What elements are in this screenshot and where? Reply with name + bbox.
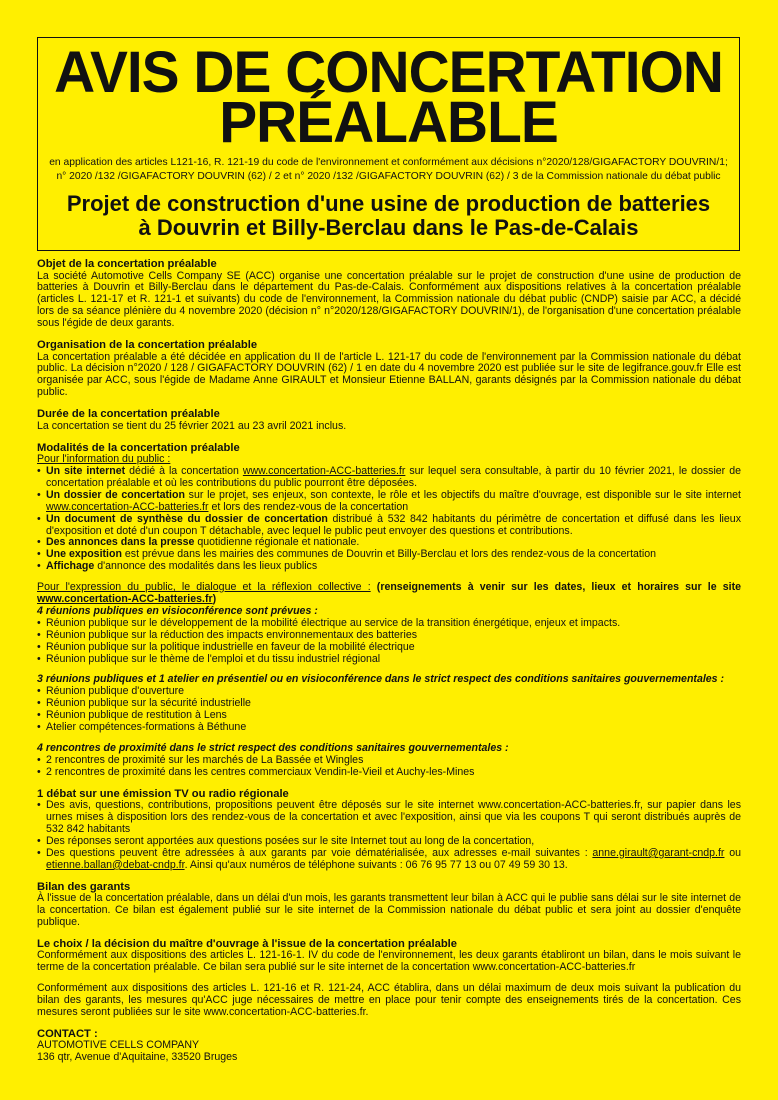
item-text: est prévue dans les mairies des communes de Douvrin et Billy-Berclau et lors des rendez-vous de la concertation <box>121 548 657 561</box>
title-line-2: PRÉALABLE <box>219 90 558 155</box>
list-item: • Réunion publique sur la réduction des impacts environnementaux des batteries <box>37 630 741 642</box>
list-item: • Réunion publique sur la politique industrielle en faveur de la mobilité électrique <box>37 642 741 654</box>
site-link[interactable]: www.concertation-ACC-batteries.fr <box>46 500 209 513</box>
list-item: • Réunion publique sur le thème de l'emploi et du tissu industriel régional <box>37 654 741 666</box>
section-heading: Durée de la concertation préalable <box>37 408 220 421</box>
expression-paragraph <box>37 582 741 606</box>
list-item: • Des avis, questions, contributions, propositions peuvent être déposés sur le site internet www.concertation-ACC-batteries.fr, sur papier dans les urnes mises à disposition lors des rendez-vous de la concertation et avec l'exposition, ainsi que via les coupons T qui seront distribués auprès de 532 842 habitants <box>37 800 741 836</box>
project-line-1: Projet de construction d'une usine de production de batteries <box>66 191 711 216</box>
section-text: La société Automotive Cells Company SE (ACC) organise une concertation préalable sur le projet de construction d'une usine de production de batteries à Douvrin et Billy-Berclau dans le département du Pas-de-Calais. Conformément aux dispositions relatives à la concertation préalable (articles L. 121-17 et R. 121-1 et suivants) du code de l'environnement, la Commission nationale du débat public (CNDP) saisie par ACC, a décidé lors de sa séance plénière du 4 novembre 2020 (décision n° n°2020/128/GIGAFACTORY DOUVRIN/1), de l'organisation d'une concertation préalable sous l'égide de deux garants. <box>37 269 741 330</box>
section-objet <box>37 258 741 330</box>
item-text: Des questions peuvent être adressées à aux garants par voie dématérialisée, aux adresses e-mail suivantes : <box>46 846 593 859</box>
expression-end: ) <box>212 593 217 606</box>
item-text: . Ainsi qu'aux numéros de téléphone suivants : 06 76 95 77 13 ou 07 49 59 30 13. <box>184 858 568 871</box>
list-item: • Réunion publique sur la sécurité industrielle <box>37 698 741 710</box>
visio-heading: 4 réunions publiques en visioconférence sont prévues : <box>37 604 318 617</box>
section-text: La concertation préalable a été décidée en application du II de l'article L. 121-17 du code de l'environnement par la Commission nationale du débat public. La décision n°2020 / 128 / GIGAFACTORY DOUVRIN (62) / 1 en date du 4 novembre 2020 est publiée sur le site de legifrance.gouv.fr Elle est organisée par ACC, sous l'égide de Madame Anne GIRAULT et Monsieur Etienne BALLAN, garants désignés par la Commission nationale du débat public. <box>37 350 741 399</box>
item-bold: Des annonces dans la presse <box>46 536 195 549</box>
section-bilan <box>37 881 741 929</box>
list-item <box>37 848 741 872</box>
item-text: ou <box>724 846 741 859</box>
email-link[interactable]: etienne.ballan@debat-cndp.fr <box>46 858 185 871</box>
legal-subtitle <box>38 156 739 184</box>
item-bold: Un dossier de concertation <box>46 488 185 501</box>
section-heading: Organisation de la concertation préalable <box>37 339 258 352</box>
info-list <box>37 466 741 573</box>
section-modalites <box>37 442 741 779</box>
item-rest: et lors des rendez-vous de la concertation <box>208 500 409 513</box>
main-title <box>45 40 732 155</box>
section-text: À l'issue de la concertation préalable, dans un délai d'un mois, les garants transmettent leur bilan à ACC qui le publie sans délai sur le site internet de la concertation. Ce bilan est également publié sur le site internet de la Commission nationale du débat public et sera joint au dossier d'enquête publique. <box>37 892 741 928</box>
item-bold: Affichage <box>46 560 95 573</box>
section-heading: 1 débat sur une émission TV ou radio régionale <box>37 787 289 800</box>
item-rest: sur lequel sera consultable, à partir du 10 février 2021, le dossier de concertation préalable et où les contributions du public pourront être déposées. <box>46 464 741 489</box>
list-item: • 2 rencontres de proximité sur les marchés de La Bassée et Wingles <box>37 755 741 767</box>
presentiel-heading: 3 réunions publiques et 1 atelier en présentiel ou en visioconférence dans le strict respect des conditions sanitaires gouvernementales : <box>37 673 725 686</box>
section-heading: Objet de la concertation préalable <box>37 258 217 270</box>
contact-heading: CONTACT : <box>37 1027 98 1040</box>
project-title <box>38 192 739 240</box>
header-box <box>37 37 740 251</box>
expression-label: Pour l'expression du public, le dialogue et la réflexion collective : <box>37 581 371 594</box>
list-item <box>37 561 741 573</box>
email-link[interactable]: anne.girault@garant-cndp.fr <box>592 846 725 859</box>
contact-company: AUTOMOTIVE CELLS COMPANY <box>37 1039 200 1052</box>
section-contact <box>37 1028 741 1064</box>
info-label: Pour l'information du public : <box>37 453 171 466</box>
title-line-1: AVIS DE CONCERTATION <box>54 40 723 105</box>
expression-bold: (renseignements à venir sur les dates, lieux et horaires sur le site <box>370 581 741 594</box>
item-text: quotidienne régionale et nationale. <box>194 536 360 549</box>
item-text: d'annonce des modalités dans les lieux publics <box>94 560 318 573</box>
site-link[interactable]: www.concertation-ACC-batteries.fr <box>37 593 213 606</box>
item-text: distribué à 532 842 habitants du périmètre de concertation et diffusé dans les lieux d'exposition et doté d'un coupon T détachable, avec lequel le public peut envoyer des questions et contributions. <box>46 512 741 537</box>
proximite-list <box>37 755 741 779</box>
item-text: sur le projet, ses enjeux, son contexte, le rôle et les objectifs du maître d'ouvrage, est disponible sur le site internet <box>184 488 741 501</box>
section-heading: Modalités de la concertation préalable <box>37 441 240 454</box>
visio-list <box>37 618 741 666</box>
list-item: • Atelier compétences-formations à Béthune <box>37 722 741 734</box>
section-choix <box>37 938 741 1019</box>
section-tv <box>37 788 741 872</box>
project-line-2: à Douvrin et Billy-Berclau dans le Pas-de-Calais <box>138 215 639 240</box>
section-heading: Le choix / la décision du maître d'ouvrage à l'issue de la concertation préalable <box>37 937 458 950</box>
item-text: dédié à la concertation <box>125 464 243 477</box>
tv-list <box>37 800 741 871</box>
list-item <box>37 490 741 514</box>
list-item: • Réunion publique de restitution à Lens <box>37 710 741 722</box>
section-duree <box>37 408 741 432</box>
notice-body <box>37 258 741 1064</box>
list-item <box>37 466 741 490</box>
subtitle-line-1: en application des articles L121-16, R. 121-19 du code de l'environnement et conformément aux décisions n°2020/128/GIGAFACTORY DOUVRIN/1; <box>49 157 728 168</box>
site-link[interactable]: www.concertation-ACC-batteries.fr <box>242 464 406 477</box>
section-text: Conformément aux dispositions des articles L. 121-16 et R. 121-24, ACC établira, dans un délai maximum de deux mois suivant la publication du bilan des garants, les mesures qu'ACC juge nécessaires de mettre en place pour tenir compte des enseignements tirés de la concertation. Ces mesures seront publiées sur le site www.concertation-ACC-batteries.fr. <box>37 982 741 1018</box>
list-item: • Des réponses seront apportées aux questions posées sur le site Internet tout au long de la concertation, <box>37 836 741 848</box>
section-text: Conformément aux dispositions des articles L. 121-16-1. IV du code de l'environnement, les deux garants établiront un bilan, dans le mois suivant le terme de la concertation préalable. Ce bilan sera publié sur le site internet de la concertation www.concertation-ACC-batteries.fr <box>37 949 741 974</box>
contact-address: 136 qtr, Avenue d'Aquitaine, 33520 Bruges <box>37 1051 238 1064</box>
list-item: • Réunion publique sur le développement de la mobilité électrique au service de la transition énergétique, enjeux et impacts. <box>37 618 741 630</box>
section-heading: Bilan des garants <box>37 880 131 893</box>
section-organisation <box>37 339 741 399</box>
item-bold: Un site internet <box>46 464 126 477</box>
list-item <box>37 514 741 538</box>
list-item: • 2 rencontres de proximité dans les centres commerciaux Vendin-le-Vieil et Auchy-les-Mines <box>37 767 741 779</box>
section-text: La concertation se tient du 25 février 2021 au 23 avril 2021 inclus. <box>37 419 347 432</box>
list-item: • Réunion publique d'ouverture <box>37 686 741 698</box>
subtitle-line-2: n° 2020 /132 /GIGAFACTORY DOUVRIN (62) / 2 et n° 2020 /132 /GIGAFACTORY DOUVRIN (62) / 3 de la Commission nationale du débat public <box>56 171 721 182</box>
item-bold: Un document de synthèse du dossier de concertation <box>46 512 328 525</box>
item-bold: Une exposition <box>46 548 122 561</box>
presentiel-list <box>37 686 741 734</box>
proximite-heading: 4 rencontres de proximité dans le strict respect des conditions sanitaires gouvernementales : <box>37 742 509 754</box>
